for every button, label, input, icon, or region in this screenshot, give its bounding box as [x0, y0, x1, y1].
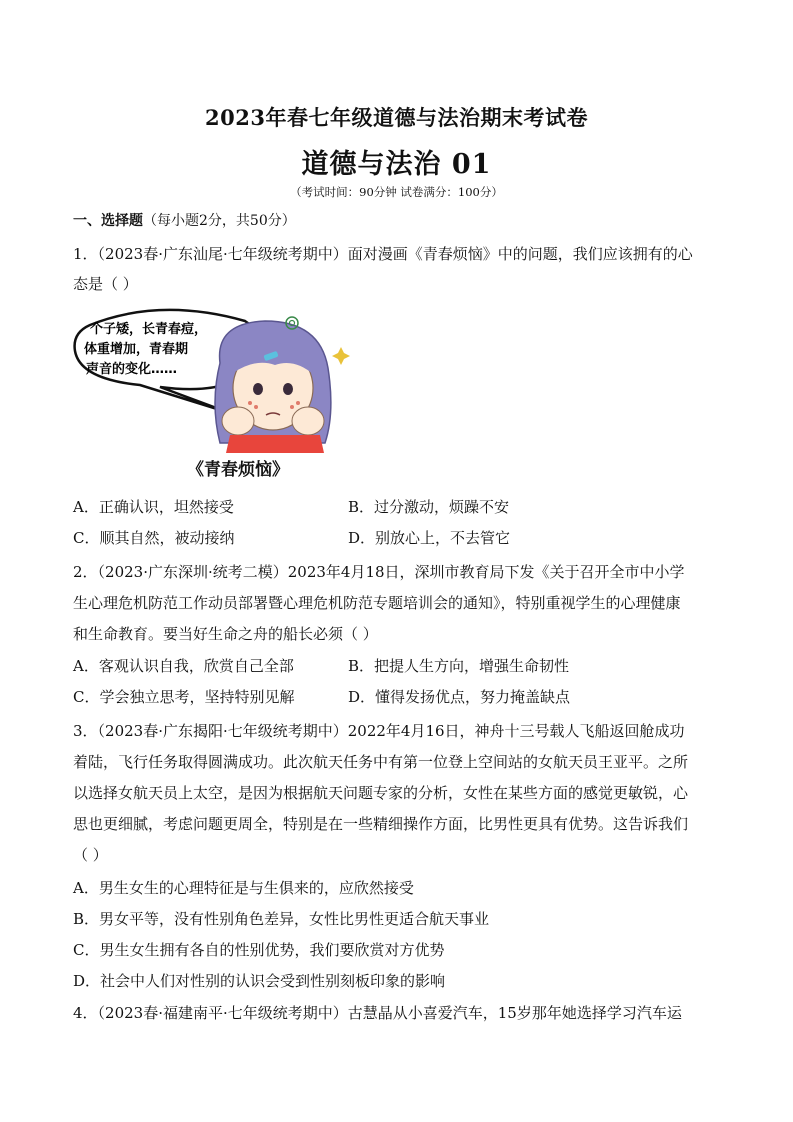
- q3-stem-line5: （ ）: [73, 846, 108, 864]
- bubble-text-line2: 体重增加，青春期: [84, 342, 189, 357]
- q2-option-d: D．懂得发扬优点，努力掩盖缺点: [348, 688, 571, 706]
- q2-stem-line3: 和生命教育。要当好生命之舟的船长必须（ ）: [73, 625, 378, 643]
- q2-stem-line2: 生心理危机防范工作动员部署暨心理危机防范专题培训会的通知》，特别重视学生的心理健康: [73, 594, 681, 612]
- section-heading: [73, 210, 296, 230]
- q1-option-a: A．正确认识，坦然接受: [73, 498, 234, 516]
- bubble-text-line1: 个子矮，长青春痘，: [90, 322, 208, 337]
- section-label: 一、选择题: [73, 213, 143, 229]
- right-eye-shape: [283, 383, 293, 395]
- q1-stem-line1: 1．（2023春·广东汕尾·七年级统考期中）面对漫画《青春烦恼》中的问题，我们应该拥有的心: [73, 245, 693, 263]
- exam-info: （考试时间：90分钟 试卷满分：100分）: [290, 185, 503, 199]
- q3-option-d: D．社会中人们对性别的认识会受到性别刻板印象的影响: [73, 972, 446, 990]
- q1-option-c: C．顺其自然，被动接纳: [73, 529, 235, 547]
- q3-option-b: B．男女平等，没有性别角色差异，女性比男性更适合航天事业: [73, 910, 490, 928]
- q2-option-a: A．客观认识自我，欣赏自己全部: [73, 657, 294, 675]
- right-hand-shape: [292, 407, 324, 435]
- q2-option-b: B．把提人生方向，增强生命韧性: [348, 657, 570, 675]
- left-eye-shape: [253, 383, 263, 395]
- freckle-shape: [248, 401, 252, 405]
- bubble-text-line3: 声音的变化……: [86, 362, 178, 377]
- section-note: （每小题2分，共50分）: [143, 213, 296, 229]
- q3-option-a: A．男生女生的心理特征是与生俱来的，应欣然接受: [73, 879, 414, 897]
- q4-stem-line1: 4．（2023春·福建南平·七年级统考期中）古慧晶从小喜爱汽车，15岁那年她选择学习汽车运: [73, 1004, 682, 1022]
- freckle-shape: [290, 405, 294, 409]
- sparkle-icon: [332, 347, 350, 365]
- q1-stem-line2: 态是（ ）: [73, 275, 138, 293]
- q3-option-c: C．男生女生拥有各自的性别优势，我们要欣赏对方优势: [73, 941, 445, 959]
- girl-shirt-shape: [226, 435, 324, 453]
- q3-stem-line1: 3．（2023春·广东揭阳·七年级统考期中）2022年4月16日，神舟十三号载人飞船返回舱成功: [73, 722, 685, 740]
- q2-stem-line1: 2．（2023·广东深圳·统考二模）2023年4月18日，深圳市教育局下发《关于召开全市中小学: [73, 563, 685, 581]
- q2-option-c: C．学会独立思考，坚持特别见解: [73, 688, 295, 706]
- cartoon-caption: 《青春烦恼》: [187, 460, 289, 480]
- q1-option-b: B．过分激动，烦躁不安: [348, 498, 510, 516]
- q1-option-d: D．别放心上，不去管它: [348, 529, 511, 547]
- q3-stem-line3: 以选择女航天员上太空，是因为根据航天问题专家的分析，女性在某些方面的感觉更敏锐，心: [73, 784, 689, 802]
- left-hand-shape: [222, 407, 254, 435]
- freckle-shape: [254, 405, 258, 409]
- exam-title: 2023年春七年级道德与法治期末考试卷: [205, 105, 588, 130]
- subject-title: 道德与法治 01: [301, 149, 492, 180]
- q3-stem-line2: 着陆，飞行任务取得圆满成功。此次航天任务中有第一位登上空间站的女航天员王亚平。之所: [73, 753, 689, 771]
- q3-stem-line4: 思也更细腻，考虑问题更周全，特别是在一些精细操作方面，比男性更具有优势。这告诉我们: [73, 815, 689, 833]
- freckle-shape: [296, 401, 300, 405]
